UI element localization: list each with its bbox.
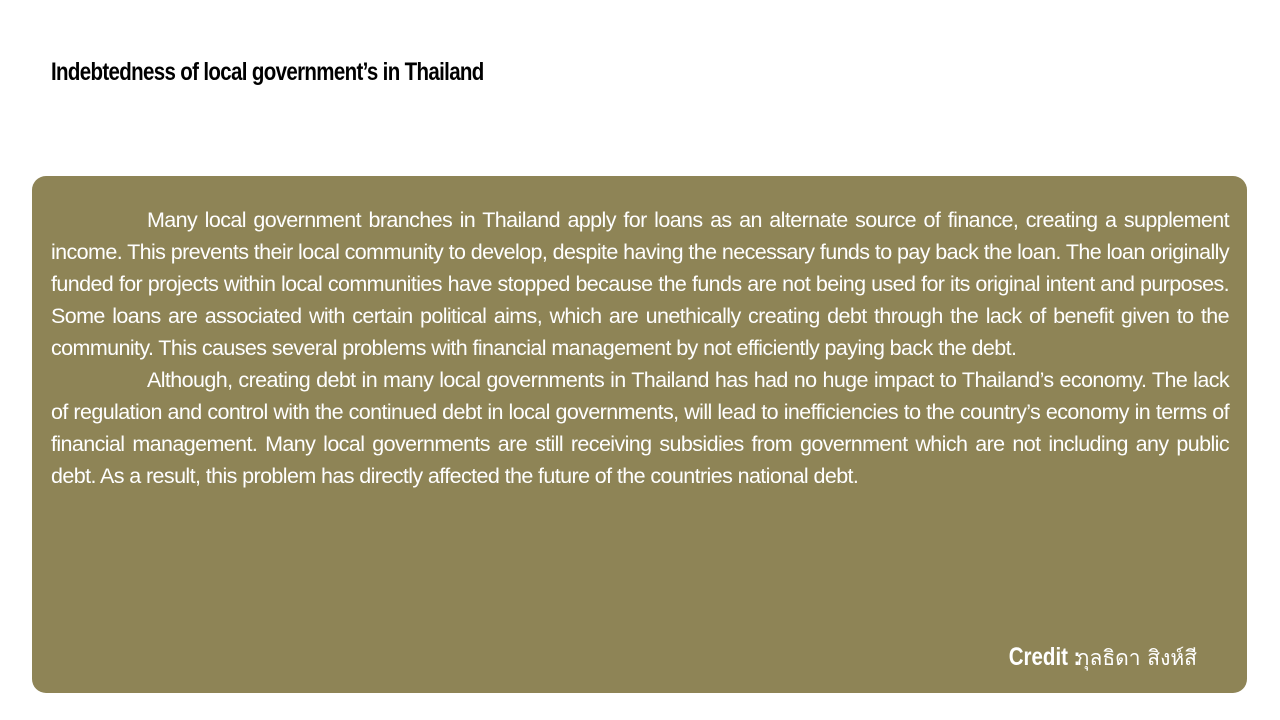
paragraph-1: Many local government branches in Thailand apply for loans as an alternate source of finance, creating a supplement income. This prevents their local community to develop, despite having the necessary funds to pay back the loan. The loan originally funded for projects within local communities have stopped because the funds are not being used for its original intent and purposes. Some loans are associated with certain political aims, which are unethically creating debt through the lack of benefit given to the community. This causes several problems with financial management by not efficiently paying back the debt.	[51, 208, 1229, 360]
credit-label: Credit :	[1008, 643, 1081, 671]
credit-line	[993, 642, 1197, 675]
credit-name: กุลธิดา สิงห์สี	[1076, 646, 1197, 670]
content-box	[32, 176, 1247, 693]
body-text	[51, 204, 1229, 492]
slide-title: Indebtedness of local government’s in Thailand	[51, 58, 484, 86]
paragraph-2: Although, creating debt in many local governments in Thailand has had no huge impact to Thailand’s economy. The lack of regulation and control with the continued debt in local governments, will lead to inefficiencies to the country’s economy in terms of financial management. Many local governments are still receiving subsidies from government which are not including any public debt. As a result, this problem has directly affected the future of the countries national debt.	[51, 368, 1229, 488]
